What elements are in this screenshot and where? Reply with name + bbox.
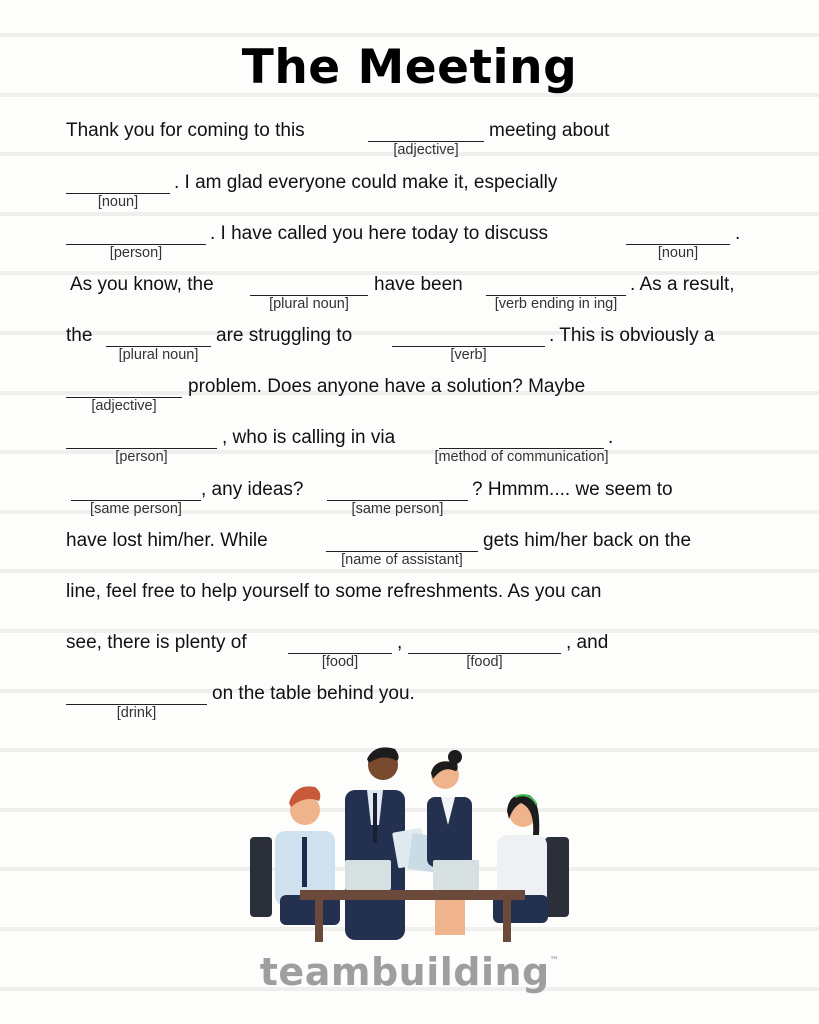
blank-hint-label: [noun] (97, 194, 139, 210)
fill-in-blank[interactable] (66, 375, 182, 398)
blank-hint-label: [drink] (116, 705, 157, 721)
blank-hint-label: [food] (321, 654, 359, 670)
story-line (0, 324, 819, 364)
story-line (0, 222, 819, 262)
fill-in-blank[interactable] (66, 222, 206, 245)
story-text: have lost him/her. While (66, 530, 268, 551)
fill-in-blank[interactable] (486, 273, 626, 296)
teambuilding-logo (0, 950, 819, 994)
story-text: gets him/her back on the (483, 530, 692, 551)
story-line (0, 426, 819, 466)
fill-in-blank[interactable] (71, 478, 201, 501)
story-text: meeting about (489, 120, 610, 141)
logo-text: teambuilding (259, 950, 550, 994)
ruled-line (0, 212, 819, 216)
story-line (0, 119, 819, 159)
blank-hint-label: [adjective] (91, 398, 157, 414)
story-text: , any ideas? (201, 479, 304, 500)
fill-in-blank[interactable] (327, 478, 468, 501)
story-text: . I am glad everyone could make it, especially (174, 172, 558, 193)
blank-hint-label: [same person] (351, 501, 444, 517)
story-text: . (735, 223, 741, 244)
story-text: are struggling to (216, 325, 353, 346)
story-text: have been (374, 274, 463, 295)
fill-in-blank[interactable] (368, 119, 484, 142)
story-line (0, 171, 819, 211)
blank-hint-label: [same person] (90, 501, 182, 517)
story-text: see, there is plenty of (66, 632, 247, 653)
fill-in-blank[interactable] (288, 631, 392, 654)
story-text: line, feel free to help yourself to some refreshments. As you can (66, 581, 602, 602)
story-text: on the table behind you. (212, 683, 415, 704)
story-text: . I have called you here today to discuss (210, 223, 548, 244)
blank-hint-label: [method of communication] (434, 449, 609, 465)
blank-hint-label: [verb] (450, 347, 487, 363)
blank-hint-label: [name of assistant] (341, 552, 463, 568)
fill-in-blank[interactable] (408, 631, 561, 654)
story-line (0, 682, 819, 722)
fill-in-blank[interactable] (250, 273, 368, 296)
story-text: , and (566, 632, 609, 653)
story-text: . (608, 427, 614, 448)
trademark-symbol: ™ (549, 956, 560, 966)
story-text: As you know, the (70, 274, 214, 295)
blank-hint-label: [adjective] (393, 142, 459, 158)
fill-in-blank[interactable] (66, 426, 217, 449)
blank-hint-label: [verb ending in ing] (494, 296, 618, 312)
story-text: ? Hmmm.... we seem to (472, 479, 673, 500)
fill-in-blank[interactable] (66, 682, 207, 705)
story-line (0, 631, 819, 671)
story-line (0, 273, 819, 313)
blank-hint-label: [plural noun] (269, 296, 349, 312)
page-title: The Meeting (241, 40, 578, 95)
fill-in-blank[interactable] (439, 426, 604, 449)
team-meeting-illustration-icon (245, 735, 575, 945)
blank-hint-label: [noun] (657, 245, 699, 261)
story-text: the (66, 325, 93, 346)
fill-in-blank[interactable] (392, 324, 545, 347)
fill-in-blank[interactable] (326, 529, 478, 552)
story-line (0, 529, 819, 569)
story-line (0, 478, 819, 518)
ruled-line (0, 569, 819, 573)
story-text: , who is calling in via (222, 427, 396, 448)
story-text: . As a result, (630, 274, 735, 295)
story-line (0, 375, 819, 415)
fill-in-blank[interactable] (626, 222, 730, 245)
story-text: problem. Does anyone have a solution? Maybe (188, 376, 586, 397)
ruled-line (0, 33, 819, 37)
blank-hint-label: [food] (466, 654, 503, 670)
story-text: , (397, 632, 403, 653)
story-text: Thank you for coming to this (66, 120, 305, 141)
story-line (0, 580, 819, 620)
fill-in-blank[interactable] (106, 324, 211, 347)
blank-hint-label: [person] (109, 245, 163, 261)
fill-in-blank[interactable] (66, 171, 170, 194)
blank-hint-label: [person] (115, 449, 168, 465)
blank-hint-label: [plural noun] (118, 347, 199, 363)
story-text: . This is obviously a (549, 325, 715, 346)
